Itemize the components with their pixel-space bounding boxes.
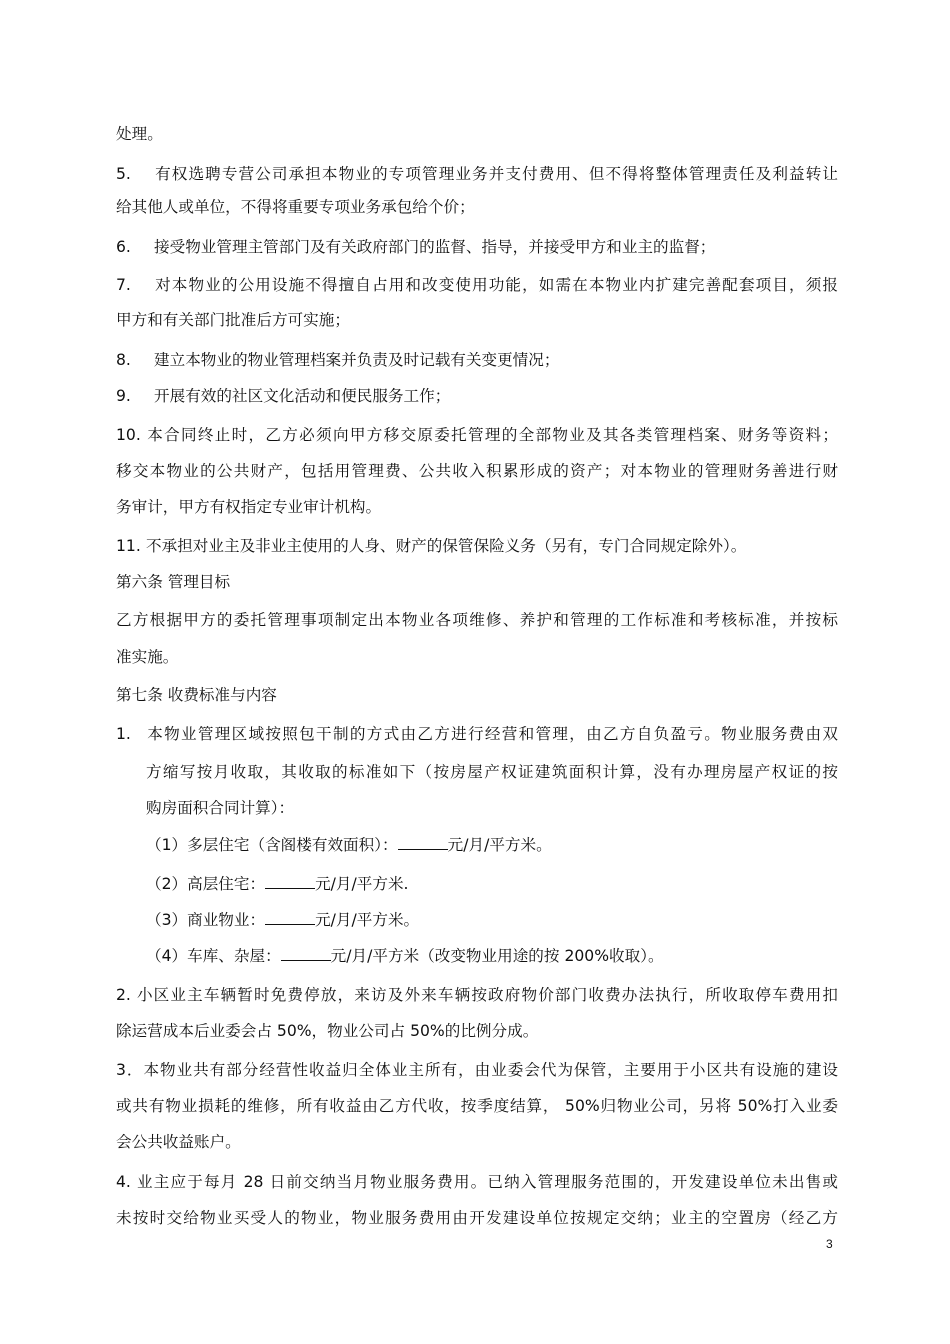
list-item-6: 6. 接受物业管理主管部门及有关政府部门的监督、指导，并接受甲方和业主的监督； (116, 238, 716, 256)
text-line: 除运营成本后业委会占 50%，物业公司占 50%的比例分成。 (116, 1022, 539, 1040)
fee-item: （4）车库、杂屋： 元/月/平方米（改变物业用途的按 200%收取）。 (146, 947, 664, 965)
fee-item: （1）多层住宅（含阁楼有效面积）： 元/月/平方米。 (146, 836, 552, 854)
list-item-7: 7. 对本物业的公用设施不得擅自占用和改变使用功能，如需在本物业内扩建完善配套项目，须报 (116, 276, 838, 294)
text-line: 方缩写按月收取，其收取的标准如下（按房屋产权证建筑面积计算，没有办理房屋产权证的按 (146, 763, 838, 781)
list-item-1: 1. 本物业管理区域按照包干制的方式由乙方进行经营和管理，由乙方自负盈亏。物业服务费由双 (116, 725, 838, 743)
page-number: 3 (826, 1237, 833, 1251)
text-line: 未按时交给物业买受人的物业，物业服务费用由开发建设单位按规定交纳；业主的空置房（经乙方 (116, 1209, 838, 1227)
fill-blank (398, 834, 448, 850)
fee-item: （2）高层住宅： 元/月/平方米. (146, 875, 409, 893)
text-line: 给其他人或单位，不得将重要专项业务承包给个价； (116, 198, 475, 216)
section-heading: 第七条 收费标准与内容 (116, 686, 277, 704)
list-item-8: 8. 建立本物业的物业管理档案并负责及时记载有关变更情况； (116, 351, 560, 369)
list-item-11: 11. 不承担对业主及非业主使用的人身、财产的保管保险义务（另有，专门合同规定除外）。 (116, 537, 747, 555)
paragraph-2: 2. 小区业主车辆暂时免费停放，来访及外来车辆按政府物价部门收费办法执行，所收取停车费用扣 (116, 986, 838, 1004)
fill-blank (281, 945, 331, 961)
text-line: 会公共收益账户。 (116, 1133, 241, 1151)
section-heading: 第六条 管理目标 (116, 573, 231, 591)
list-item-5: 5. 有权选聘专营公司承担本物业的专项管理业务并支付费用、但不得将整体管理责任及利益转让 (116, 165, 838, 183)
fill-blank (265, 873, 315, 889)
text-line: 或共有物业损耗的维修，所有收益由乙方代收，按季度结算， 50%归物业公司，另将 50%打入业委 (116, 1097, 838, 1115)
paragraph-3: 3．本物业共有部分经营性收益归全体业主所有，由业委会代为保管，主要用于小区共有设施的建设 (116, 1061, 838, 1079)
fill-blank (265, 909, 315, 925)
list-item-9: 9. 开展有效的社区文化活动和便民服务工作； (116, 387, 451, 405)
text-line: 准实施。 (116, 648, 179, 666)
text-line: 甲方和有关部门批准后方可实施； (116, 311, 350, 329)
text-line: 移交本物业的公共财产，包括用管理费、公共收入积累形成的资产；对本物业的管理财务善进行财 (116, 462, 838, 480)
text-line: 乙方根据甲方的委托管理事项制定出本物业各项维修、养护和管理的工作标准和考核标准，并按标 (116, 611, 838, 629)
text-line: 购房面积合同计算）： (146, 799, 295, 817)
list-item-10: 10. 本合同终止时，乙方必须向甲方移交原委托管理的全部物业及其各类管理档案、财务等资料； (116, 426, 838, 444)
text-line: 处理。 (116, 125, 163, 143)
text-line: 务审计，甲方有权指定专业审计机构。 (116, 498, 382, 516)
fee-item: （3）商业物业： 元/月/平方米。 (146, 911, 420, 929)
paragraph-4: 4. 业主应于每月 28 日前交纳当月物业服务费用。已纳入管理服务范围的，开发建设单位未出售或 (116, 1173, 838, 1191)
